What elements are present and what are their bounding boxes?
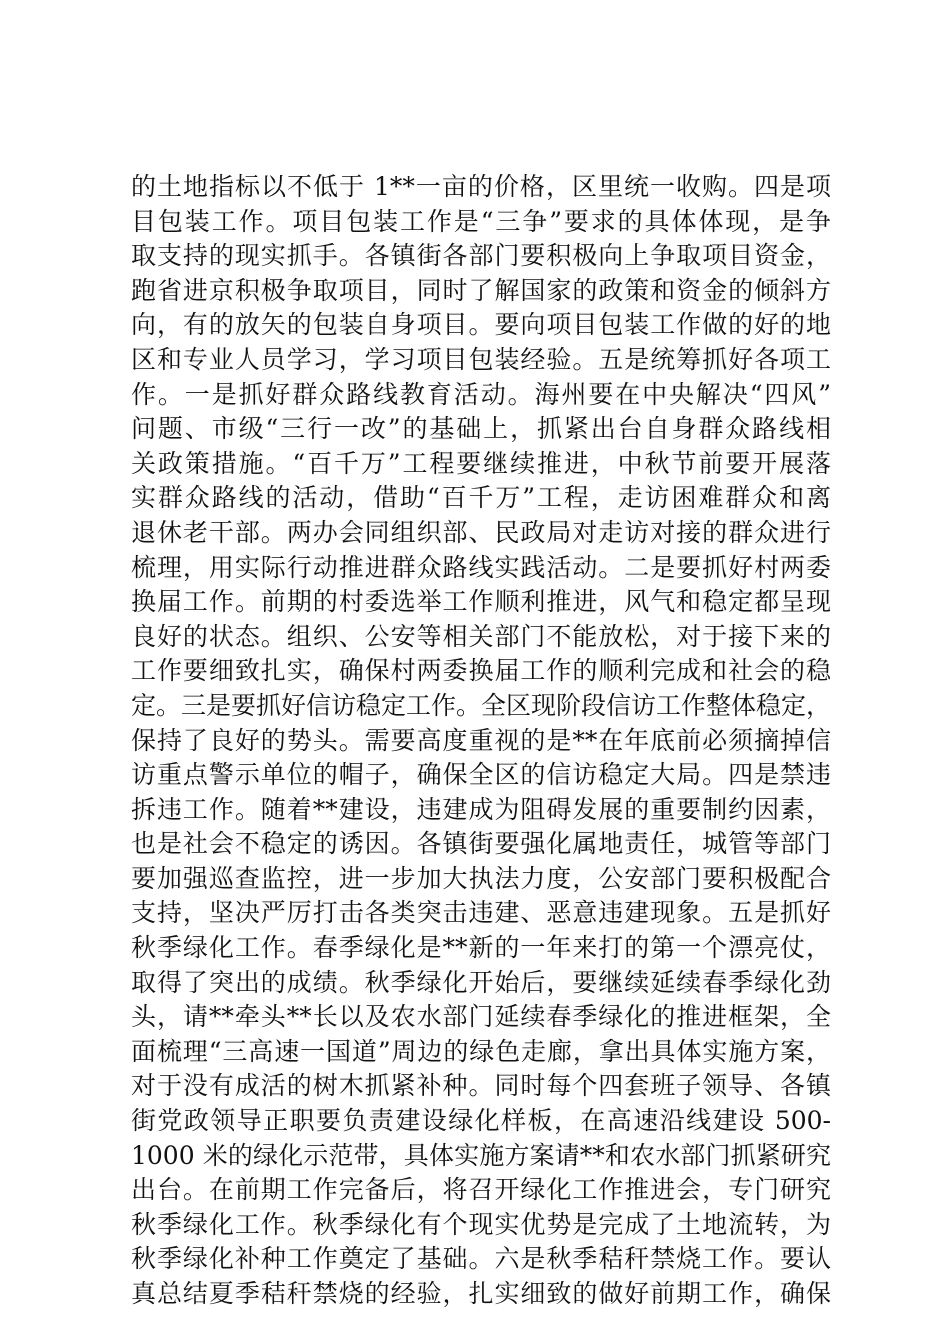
text-line: 1000 米的绿化示范带，具体实施方案请**和农水部门抓紧研究: [131, 1140, 831, 1170]
text-line: 拆违工作。随着**建设，违建成为阻碍发展的重要制约因素，: [131, 794, 831, 824]
text-line: 秋季绿化工作。春季绿化是**新的一年来打的第一个漂亮仗，: [131, 933, 831, 963]
text-line: 也是社会不稳定的诱因。各镇街要强化属地责任，城管等部门: [131, 829, 831, 859]
text-line: 换届工作。前期的村委选举工作顺利推进，风气和稳定都呈现: [131, 587, 831, 617]
text-line: 向，有的放矢的包装自身项目。要向项目包装工作做的好的地: [131, 310, 831, 340]
text-line: 街党政领导正职要负责建设绿化样板，在高速沿线建设 500-: [131, 1106, 831, 1136]
body-text: [131, 170, 831, 1312]
text-line: 秋季绿化工作。秋季绿化有个现实优势是完成了土地流转，为: [131, 1209, 831, 1239]
text-line: 保持了良好的势头。需要高度重视的是**在年底前必须摘掉信: [131, 725, 831, 755]
text-line: 目包装工作。项目包装工作是“三争”要求的具体体现，是争: [131, 206, 831, 236]
text-line: 工作要细致扎实，确保村两委换届工作的顺利完成和社会的稳: [131, 656, 831, 686]
text-line: 跑省进京积极争取项目，同时了解国家的政策和资金的倾斜方: [131, 275, 831, 305]
text-line: 秋季绿化补种工作奠定了基础。六是秋季秸秆禁烧工作。要认: [131, 1244, 831, 1274]
text-line: 要加强巡查监控，进一步加大执法力度，公安部门要积极配合: [131, 863, 831, 893]
text-line: 出台。在前期工作完备后，将召开绿化工作推进会，专门研究: [131, 1175, 831, 1205]
text-line: 区和专业人员学习，学习项目包装经验。五是统筹抓好各项工: [131, 344, 831, 374]
text-line: 定。三是要抓好信访稳定工作。全区现阶段信访工作整体稳定，: [131, 690, 832, 720]
text-line: 访重点警示单位的帽子，确保全区的信访稳定大局。四是禁违: [131, 760, 831, 790]
text-line: 头，请**牵头**长以及农水部门延续春季绿化的推进框架，全: [131, 1002, 831, 1032]
text-line: 真总结夏季秸秆禁烧的经验，扎实细致的做好前期工作，确保: [131, 1279, 831, 1308]
text-line: 问题、市级“三行一改”的基础上，抓紧出台自身群众路线相: [131, 414, 831, 444]
text-line: 实群众路线的活动，借助“百千万”工程，走访困难群众和离: [131, 483, 831, 513]
text-line: 对于没有成活的树木抓紧补种。同时每个四套班子领导、各镇: [131, 1071, 831, 1101]
text-line: 取得了突出的成绩。秋季绿化开始后，要继续延续春季绿化劲: [131, 967, 831, 997]
text-line: 良好的状态。组织、公安等相关部门不能放松，对于接下来的: [131, 621, 831, 651]
text-line: 退休老干部。两办会同组织部、民政局对走访对接的群众进行: [131, 517, 831, 547]
text-line: 关政策措施。“百千万”工程要继续推进，中秋节前要开展落: [131, 448, 831, 478]
text-line: 支持，坚决严厉打击各类突击违建、恶意违建现象。五是抓好: [131, 898, 831, 928]
text-line: 作。一是抓好群众路线教育活动。海州要在中央解决“四风”: [131, 379, 831, 409]
text-line: 取支持的现实抓手。各镇街各部门要积极向上争取项目资金，: [131, 241, 831, 271]
text-line: 梳理，用实际行动推进群众路线实践活动。二是要抓好村两委: [131, 552, 831, 582]
text-line: 的土地指标以不低于 1**一亩的价格，区里统一收购。四是项: [131, 172, 831, 201]
text-line: 面梳理“三高速一国道”周边的绿色走廊，拿出具体实施方案，: [131, 1036, 831, 1066]
